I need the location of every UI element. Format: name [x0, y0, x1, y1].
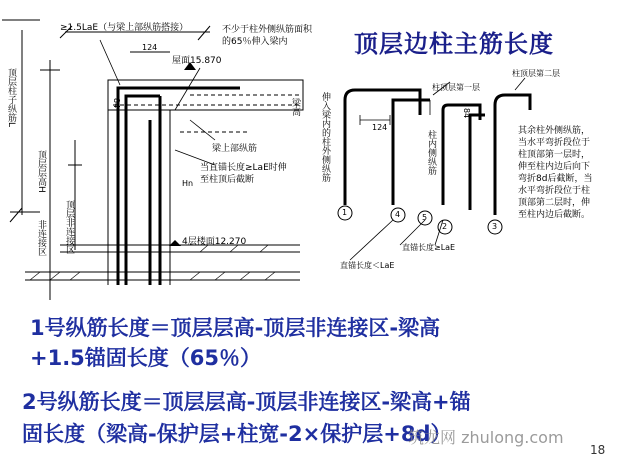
circle-1: 1 — [342, 208, 348, 217]
formula-line-3: 2号纵筋长度＝顶层层高-顶层非连接区-梁高+锚 — [22, 390, 471, 414]
beam-height-label: 梁高 — [290, 98, 300, 116]
formula-line-1: 1号纵筋长度＝顶层层高-顶层非连接区-梁高 — [30, 316, 441, 340]
dim-124-left: 124 — [142, 43, 158, 52]
right-dim-124: 124 — [372, 123, 388, 132]
roof-label: 屋面15.870 — [172, 56, 222, 66]
right-label-first-floor: 柱顶层第一层 — [432, 83, 480, 92]
hn-label: Hn — [182, 179, 194, 188]
right-label-second-floor: 柱顶层第二层 — [512, 69, 560, 78]
col-rebar-vertical-label: 顶层柱子纵筋L — [6, 68, 16, 128]
right-col-vertical-1: 伸入梁内的柱外侧纵筋 — [320, 92, 330, 182]
circle-2: 2 — [442, 222, 448, 231]
dim-84-left: 84 — [112, 98, 121, 109]
circle-4: 4 — [395, 210, 401, 219]
floor-label: 4层楼面12.270 — [182, 237, 247, 247]
anchor-label-ge: 直锚长度≥LaE — [402, 243, 456, 252]
right-col-vertical-2: 柱内侧纵筋 — [426, 130, 436, 175]
beam-top-rebar-label: 梁上部纵筋 — [212, 144, 258, 154]
slide-title: 顶层边柱主筋长度 — [354, 30, 554, 58]
formula-line-2: +1.5锚固长度（65％） — [30, 346, 262, 370]
circle-3: 3 — [492, 222, 498, 231]
page-number: 18 — [590, 443, 606, 457]
circle-5: 5 — [422, 213, 428, 222]
right-note: 其余柱外侧纵筋，当水平弯折段位于柱顶部第一层时，伸至柱内边后向下弯折8d后截断，当水平弯折段位于柱顶部第二层时，伸至柱内边后截断。 — [518, 126, 593, 220]
anchor-note: 当直锚长度≥LaE时伸至柱顶后截断 — [200, 163, 287, 185]
formula-line-4: 固长度（梁高-保护层+柱宽-2×保护层+8d） — [22, 422, 452, 446]
anchor-label-lt: 直锚长度＜LaE — [340, 261, 395, 270]
non-connection-vertical-label: 顶层非连接区 — [64, 200, 74, 254]
watermark: 筑龙网 zhulong.com — [408, 428, 564, 447]
note-65: 不少于柱外侧纵筋面积的65％伸入梁内 — [222, 25, 313, 47]
non-connection-vertical-label-2: 非连接区 — [36, 220, 46, 256]
floor-height-vertical-label: 顶层层高H — [36, 150, 46, 193]
right-dim-84: 84 — [462, 108, 471, 119]
top-note: ≥1.5LaE（与梁上部纵筋搭接） — [60, 23, 189, 33]
